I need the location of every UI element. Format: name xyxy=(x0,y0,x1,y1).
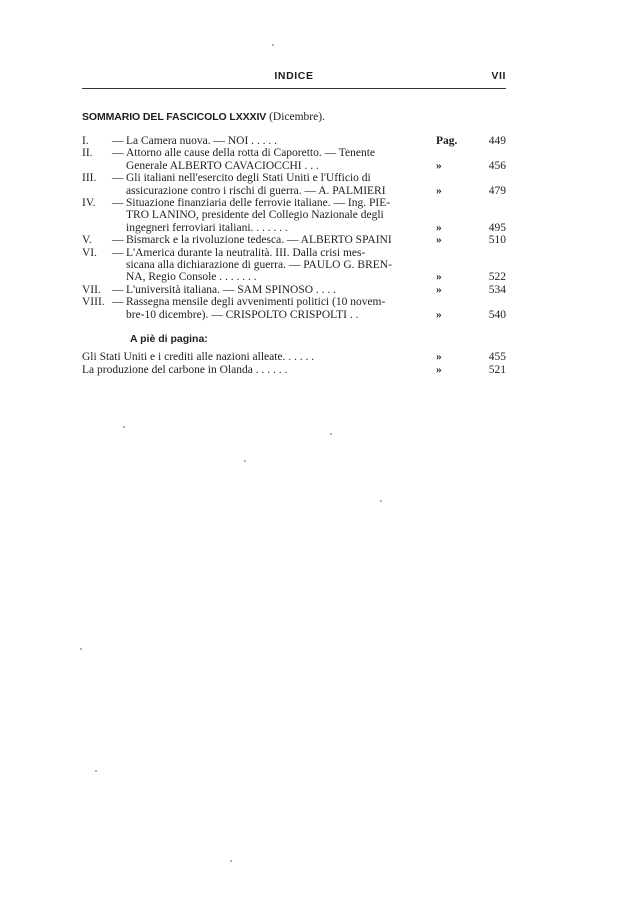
summary-heading-title: SOMMARIO DEL FASCICOLO LXXXIV xyxy=(82,111,267,123)
entry-page-ref xyxy=(436,185,506,197)
entry-page-ref xyxy=(436,309,506,321)
entry-page-ref xyxy=(436,284,506,296)
entry-numeral: III. xyxy=(82,172,97,185)
footnotes-list xyxy=(82,351,506,376)
summary-heading-month: (Dicembre). xyxy=(269,111,325,123)
entry-dash: — xyxy=(112,296,124,309)
entry-title-line: NA, Regio Console . . . . . . . xyxy=(126,271,257,284)
entry-title-line: bre-10 dicembre). — CRISPOLTO CRISPOLTI . . xyxy=(126,308,359,321)
entry-page-ref xyxy=(436,222,506,234)
entry-numeral: IV. xyxy=(82,197,96,210)
entry-dash: — xyxy=(112,246,124,259)
entry-page-mark: » xyxy=(436,283,442,296)
footnote-page-ref xyxy=(436,351,506,364)
entry-title-line: ingegneri ferroviari italiani. . . . . . . xyxy=(126,221,288,234)
entry-page-number: 449 xyxy=(488,135,506,147)
entry-title-line: Attorno alle cause della rotta di Caporetto. — Tenente xyxy=(126,147,376,160)
entry-numeral: VIII. xyxy=(82,296,105,309)
entry-page-mark: » xyxy=(436,234,442,247)
entry-page-ref xyxy=(436,234,506,246)
footnote-page-mark: » xyxy=(436,363,442,376)
entry-page-mark: » xyxy=(436,308,442,321)
entry-page-number: 522 xyxy=(488,271,506,284)
entry-title-line: L'America durante la neutralità. III. Dalla crisi mes- xyxy=(126,246,366,259)
footnote-page-mark: » xyxy=(436,351,442,363)
toc-entry xyxy=(82,296,506,321)
summary-heading xyxy=(82,111,325,123)
entry-page-mark: » xyxy=(436,159,442,172)
footnote-page-number: 521 xyxy=(488,363,506,376)
entry-dash: — xyxy=(112,147,124,160)
header-page-number: VII xyxy=(491,70,506,82)
footnote-page-number: 455 xyxy=(488,351,506,363)
entry-page-ref xyxy=(436,271,506,283)
entry-title-line: TRO LANINO, presidente del Collegio Nazionale degli xyxy=(126,209,384,222)
toc-entry xyxy=(82,197,506,234)
entry-dash: — xyxy=(112,135,124,147)
entry-numeral: V. xyxy=(82,234,92,247)
toc-entry xyxy=(82,234,506,246)
entry-page-ref xyxy=(436,135,506,147)
running-header xyxy=(82,70,506,90)
entry-page-number: 534 xyxy=(488,283,506,296)
entry-page-number: 495 xyxy=(488,221,506,234)
entry-title-line: Situazione finanziaria delle ferrovie italiane. — Ing. PIE- xyxy=(126,197,391,210)
toc-entry xyxy=(82,147,506,172)
footnote-title: La produzione del carbone in Olanda . . . . . . xyxy=(82,363,288,376)
entry-page-mark: » xyxy=(436,271,442,284)
entry-page-number: 510 xyxy=(488,234,506,247)
entry-numeral: II. xyxy=(82,147,93,160)
footnote-entry xyxy=(82,364,506,377)
entry-dash: — xyxy=(112,172,124,185)
entry-title-line: Generale ALBERTO CAVACIOCCHI . . . xyxy=(126,159,319,172)
entry-title-line: Gli italiani nell'esercito degli Stati Uniti e l'Ufficio di xyxy=(126,172,371,185)
footnotes-heading: A piè di pagina: xyxy=(130,333,208,345)
toc-entry xyxy=(82,247,506,284)
header-divider xyxy=(82,88,506,89)
entry-title-line: L'università italiana. — SAM SPINOSO . . . . xyxy=(126,283,337,296)
footnote-entry xyxy=(82,351,506,364)
entry-numeral: VII. xyxy=(82,283,101,296)
entry-page-ref xyxy=(436,160,506,172)
toc-entry xyxy=(82,172,506,197)
entry-numeral: VI. xyxy=(82,246,98,259)
entry-page-number: 456 xyxy=(488,159,506,172)
entry-page-number: 479 xyxy=(488,184,506,197)
entry-numeral: I. xyxy=(82,135,89,147)
entry-dash: — xyxy=(112,283,124,296)
footnote-title: Gli Stati Uniti e i crediti alle nazioni alleate. . . . . . xyxy=(82,351,315,363)
entry-page-mark: » xyxy=(436,184,442,197)
footnote-page-ref xyxy=(436,364,506,377)
header-title: INDICE xyxy=(274,70,314,82)
entry-title-line: Rassegna mensile degli avvenimenti politici (10 novem- xyxy=(126,296,386,309)
entry-page-number: 540 xyxy=(488,308,506,321)
entry-title-line: assicurazione contro i rischi di guerra. — A. PALMIERI xyxy=(126,184,386,197)
entry-page-mark: » xyxy=(436,221,442,234)
entry-dash: — xyxy=(112,234,124,247)
entry-title-line: La Camera nuova. — NOI . . . . . xyxy=(126,135,278,147)
entry-page-mark: Pag. xyxy=(436,135,458,147)
entry-title-line: sicana alla dichiarazione di guerra. — PAULO G. BREN- xyxy=(126,259,392,272)
toc-entry xyxy=(82,284,506,296)
toc-entry xyxy=(82,135,506,147)
entry-dash: — xyxy=(112,197,124,210)
entry-title-line: Bismarck e la rivoluzione tedesca. — ALBERTO SPAINI xyxy=(126,234,392,247)
summary-table-of-contents xyxy=(82,135,506,321)
